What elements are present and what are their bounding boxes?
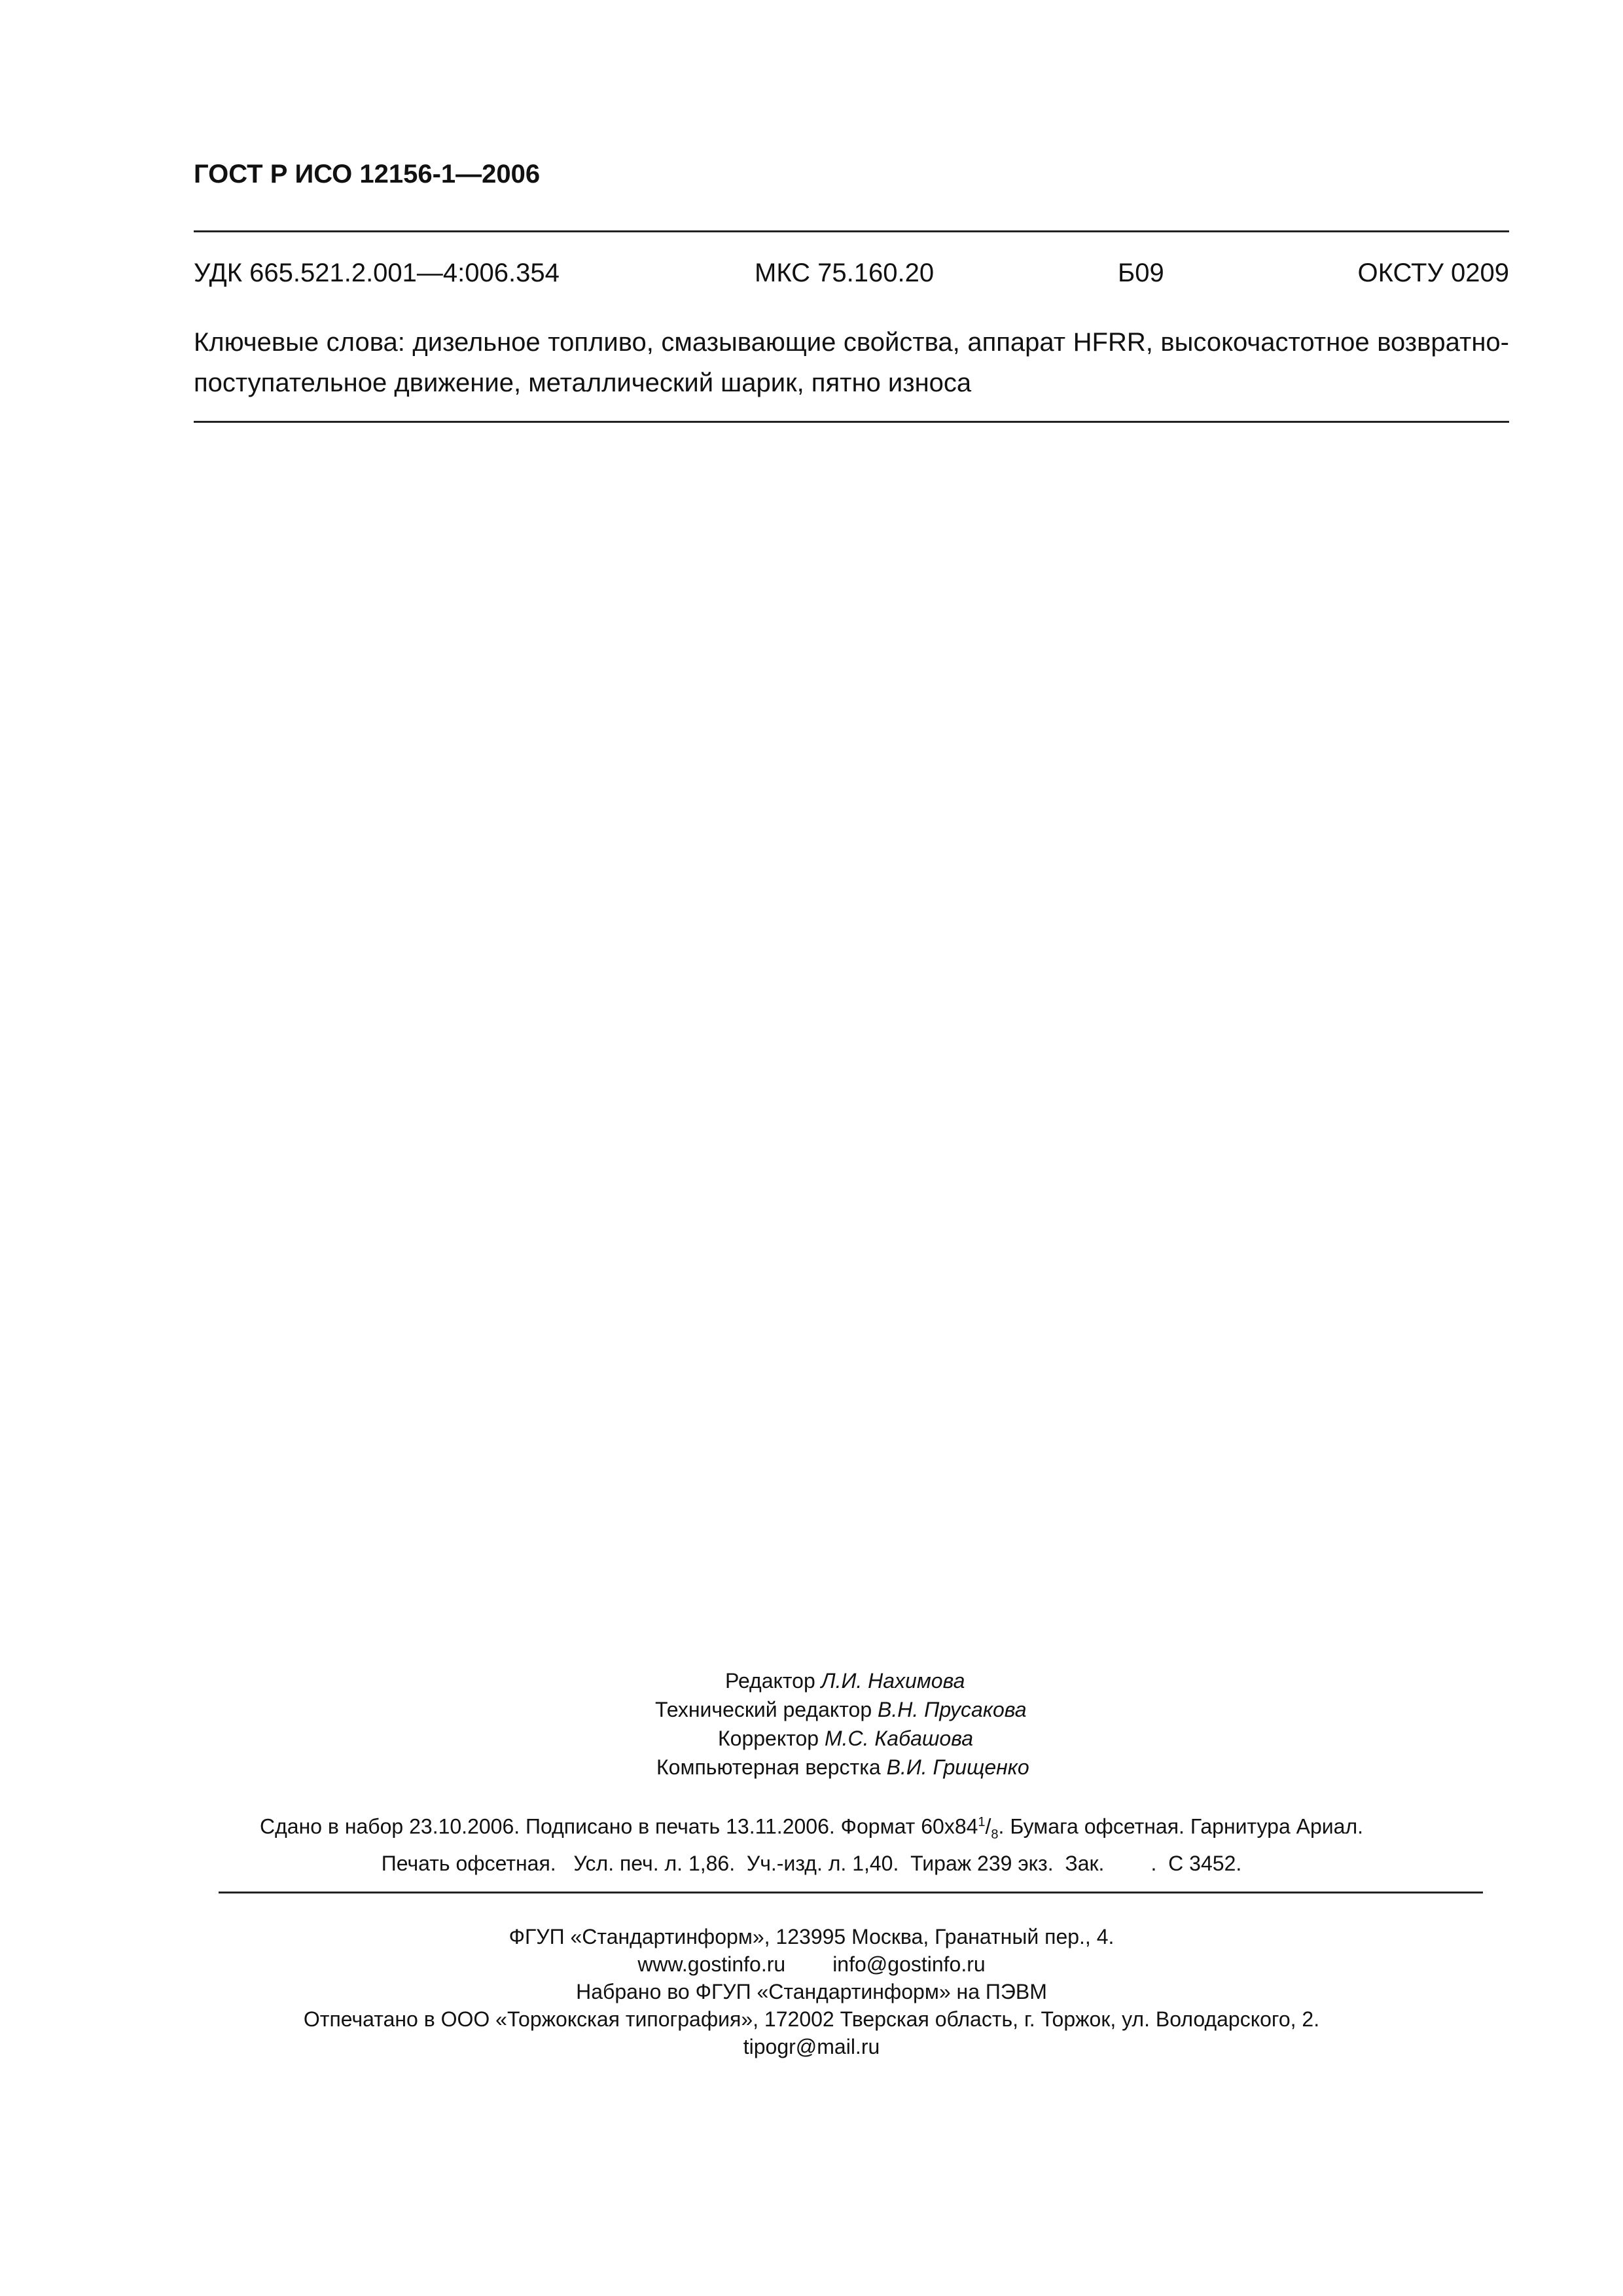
format-numerator: 1	[978, 1815, 986, 1829]
tech-editor-line	[655, 1695, 1027, 1724]
top-divider	[194, 230, 1509, 232]
printer-email: tipogr@mail.ru	[743, 2035, 880, 2058]
editor-name: Л.И. Нахимова	[821, 1669, 965, 1693]
format-denominator: 8	[991, 1827, 999, 1842]
imprint-line-1	[0, 1808, 1623, 1849]
layout-label: Компьютерная верстка	[656, 1755, 881, 1779]
imprint-line-1-rest: . Бумага офсетная. Гарнитура Ариал.	[998, 1814, 1363, 1839]
editor-line	[725, 1666, 965, 1695]
keywords-divider	[194, 421, 1509, 423]
mks-code: МКС 75.160.20	[755, 259, 935, 287]
imprint-block	[0, 1808, 1623, 1878]
group-code: Б09	[1118, 259, 1164, 287]
okstu-code: ОКСТУ 0209	[1357, 259, 1509, 287]
udk-code: УДК 665.521.2.001—4:006.354	[194, 259, 560, 287]
layout-line	[656, 1753, 1029, 1782]
proofreader-label: Корректор	[718, 1727, 819, 1750]
publisher-email: info@gostinfo.ru	[832, 1952, 986, 1976]
proofreader-name: М.С. Кабашова	[824, 1727, 974, 1750]
typeset-note: Набрано во ФГУП «Стандартинформ» на ПЭВМ	[576, 1980, 1047, 2003]
imprint-line-2: Печать офсетная. Усл. печ. л. 1,86. Уч.-изд. л. 1,40. Тираж 239 экз. Зак. . С 3452.	[381, 1852, 1242, 1876]
tech-editor-name: В.Н. Прусакова	[878, 1698, 1027, 1721]
imprint-divider	[219, 1892, 1483, 1893]
proofreader-line	[718, 1724, 973, 1753]
keywords-paragraph: Ключевые слова: дизельное топливо, смазывающие свойства, аппарат HFRR, высокочастотное возвратно-поступательное движение, металлический шарик, пятно износа	[194, 328, 1509, 397]
layout-name: В.И. Грищенко	[886, 1755, 1029, 1779]
format-slash: /	[985, 1814, 991, 1839]
publisher-block	[0, 1923, 1623, 2060]
tech-editor-label: Технический редактор	[655, 1698, 872, 1721]
printed-note: Отпечатано в ООО «Торжокская типография», 172002 Тверская область, г. Торжок, ул. Володарского, 2.	[303, 2007, 1320, 2031]
publisher-address: ФГУП «Стандартинформ», 123995 Москва, Гранатный пер., 4.	[508, 1925, 1115, 1948]
imprint-line-1-text: Сдано в набор 23.10.2006. Подписано в печать 13.11.2006. Формат 60x84	[259, 1814, 978, 1839]
classification-row	[194, 259, 1509, 291]
publisher-website: www.gostinfo.ru	[637, 1952, 786, 1976]
publisher-contacts	[0, 1950, 1623, 1978]
editor-label: Редактор	[725, 1669, 815, 1693]
document-code: ГОСТ Р ИСО 12156-1—2006	[194, 160, 541, 188]
